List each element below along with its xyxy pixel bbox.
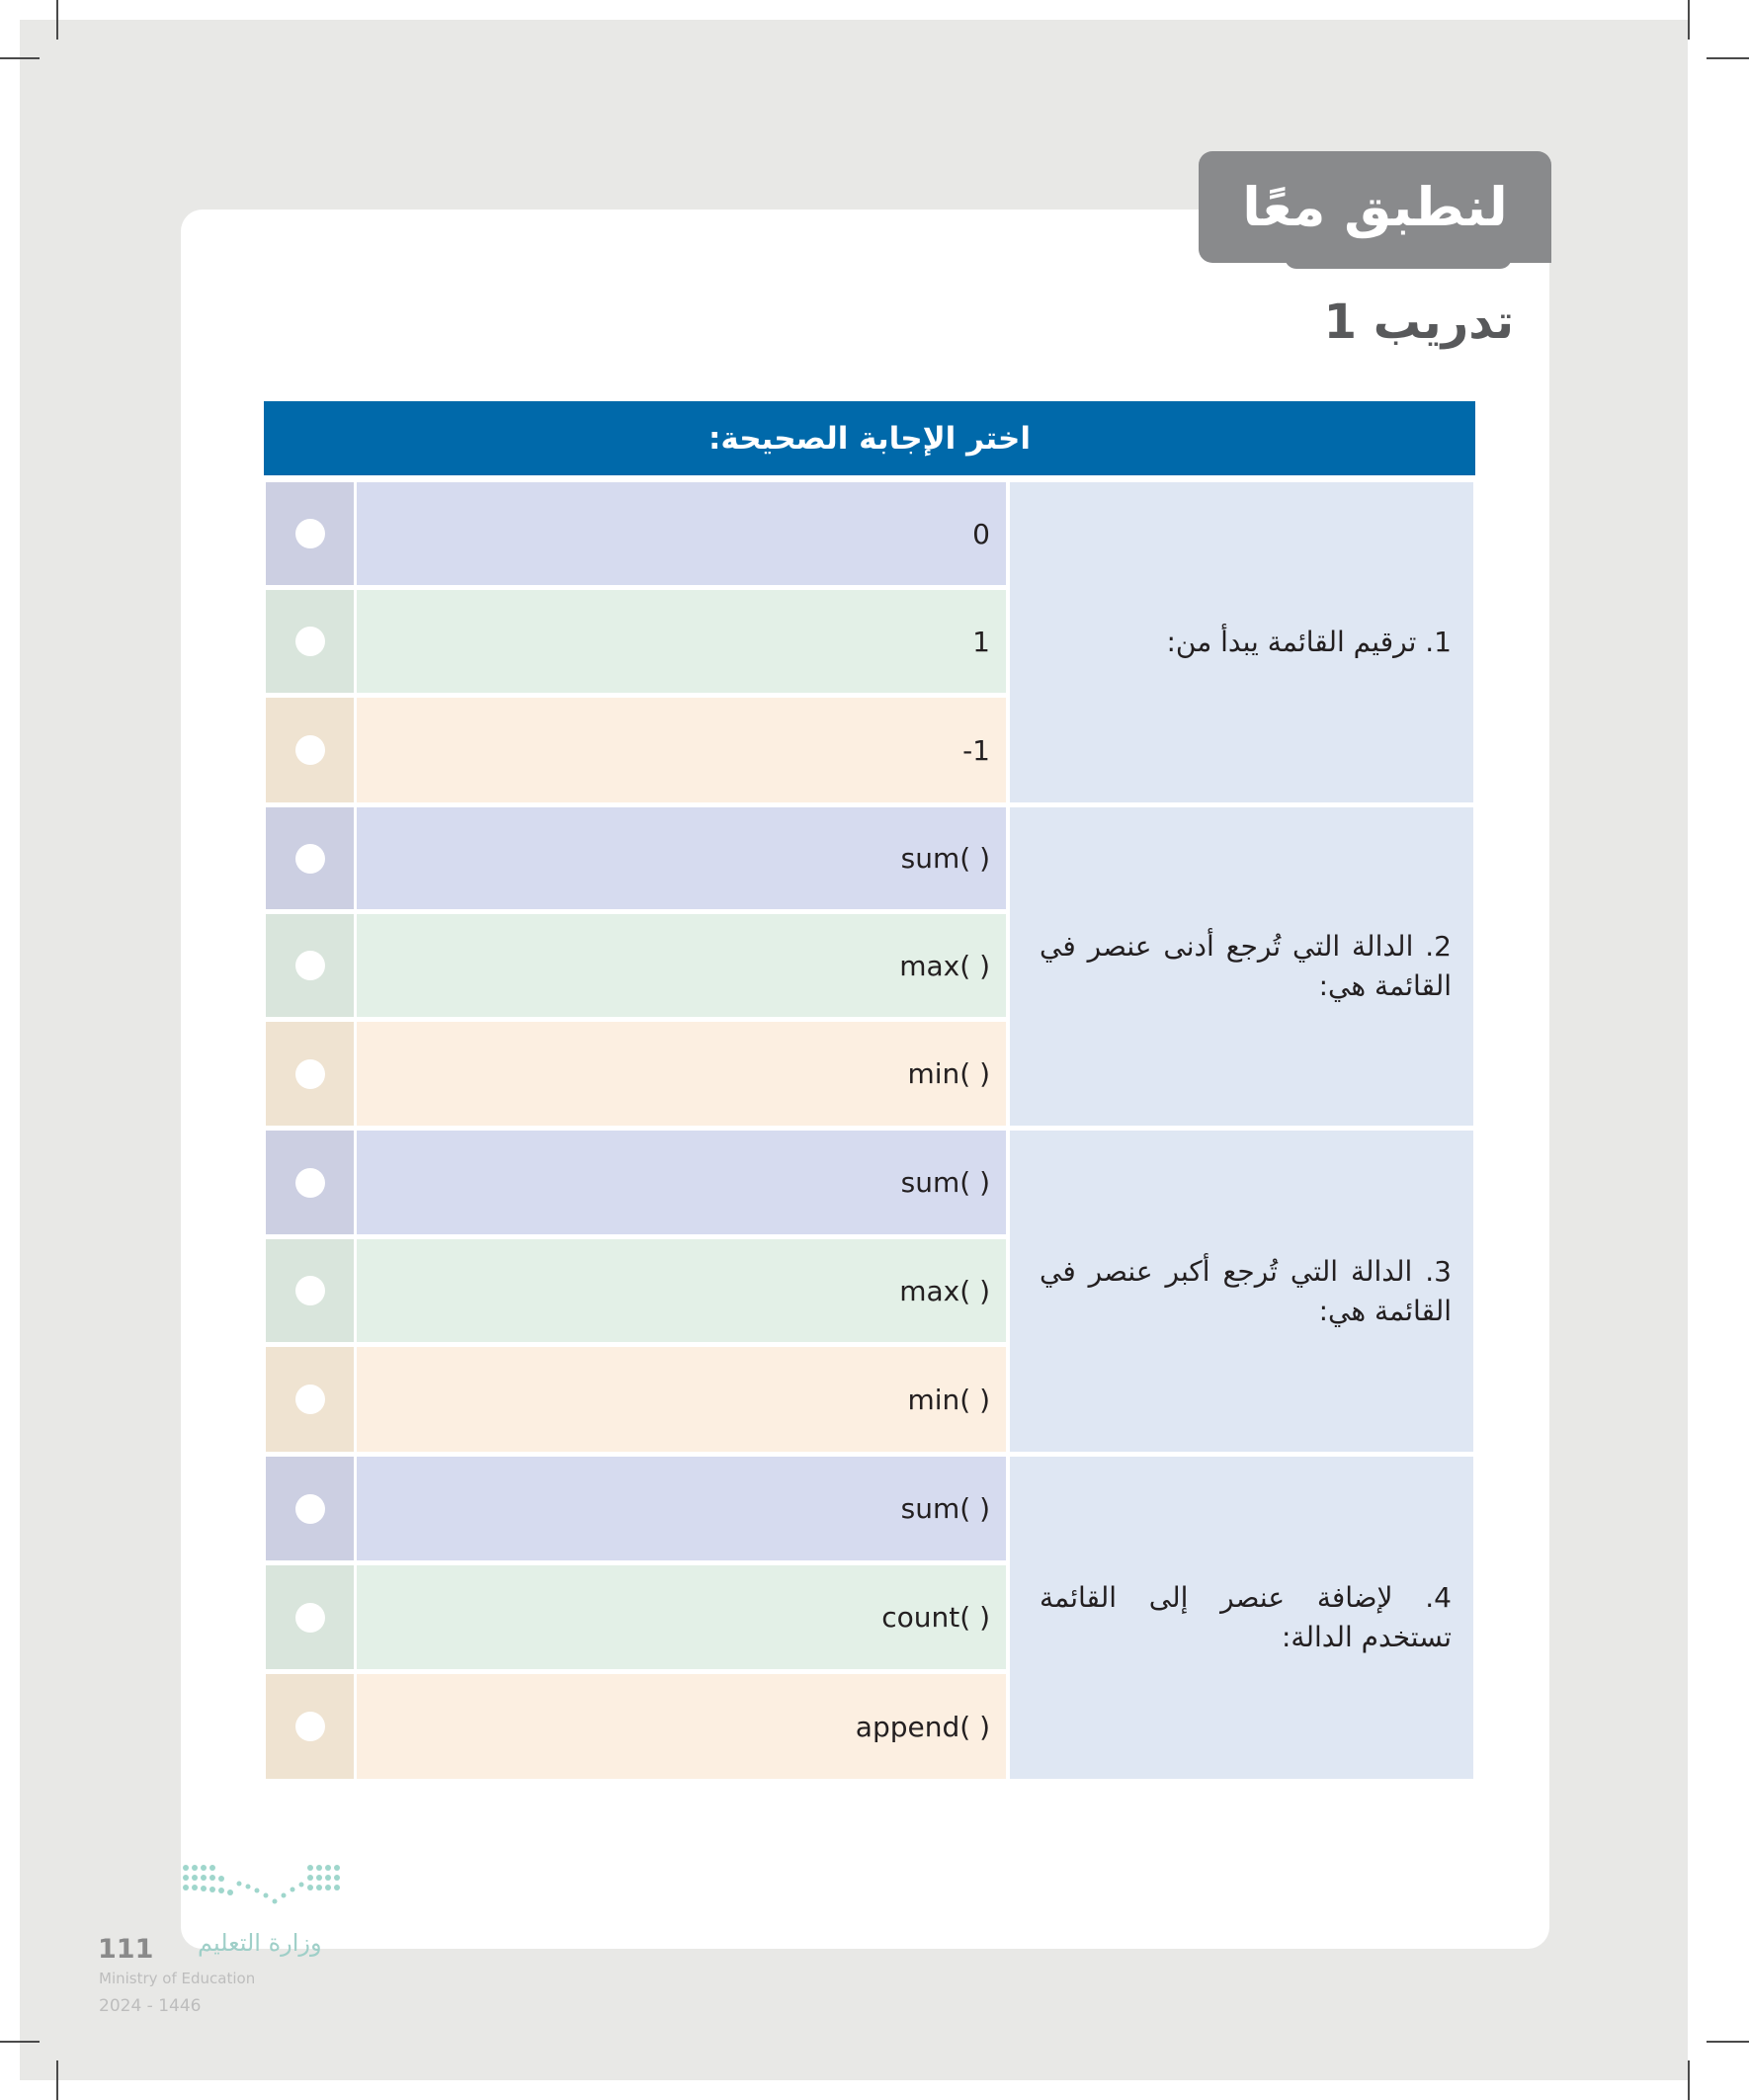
option-label: count( ) [881,1601,990,1634]
option-label: 0 [972,517,990,550]
question-3-radio-cell-3 [266,1347,354,1452]
question-4-option-2[interactable] [357,1565,1006,1669]
question-4-option-1[interactable] [357,1457,1006,1560]
ministry-name-arabic: وزارة التعليم [198,1929,322,1957]
question-2-radio-1[interactable] [295,844,325,874]
option-label: sum( ) [900,842,990,875]
option-label: max( ) [899,949,990,982]
crop-mark [0,57,40,59]
question-2-radio-cell-2 [266,914,354,1017]
question-3 [1010,1131,1473,1452]
option-label: min( ) [907,1057,990,1090]
question-2-radio-cell-1 [266,807,354,909]
question-4-radio-2[interactable] [295,1603,325,1633]
question-1-option-1[interactable] [357,482,1006,585]
crop-mark [1688,0,1690,40]
question-2-radio-2[interactable] [295,951,325,980]
page-number: 111 [98,1934,154,1965]
question-3-radio-3[interactable] [295,1385,325,1414]
crop-mark [1707,2041,1749,2043]
question-3-radio-cell-2 [266,1239,354,1342]
question-3-option-2[interactable] [357,1239,1006,1342]
question-1-option-3[interactable] [357,698,1006,802]
question-4-radio-cell-1 [266,1457,354,1560]
question-4-radio-cell-3 [266,1674,354,1779]
crop-mark [56,0,58,40]
question-2-option-1[interactable] [357,807,1006,909]
ministry-logo-icon [181,1862,349,1921]
exercise-title: تدريب 1 [1323,294,1514,350]
question-4-radio-3[interactable] [295,1712,325,1741]
question-1-radio-cell-2 [266,590,354,693]
crop-mark [56,2060,58,2100]
section-badge [1199,151,1551,263]
ministry-year: 2024 - 1446 [99,1996,202,2016]
question-3-radio-cell-1 [266,1131,354,1234]
question-2-option-2[interactable] [357,914,1006,1017]
question-2-text: 2. الدالة التي تُرجع أدنى عنصر في القائمة هي: [1040,930,1452,1002]
option-label: -1 [962,733,990,767]
question-2-radio-3[interactable] [295,1059,325,1089]
question-1-option-2[interactable] [357,590,1006,693]
question-4-text: 4. لإضافة عنصر إلى القائمة تستخدم الدالة: [1040,1581,1452,1653]
question-2-radio-cell-3 [266,1022,354,1126]
crop-mark [1688,2060,1690,2100]
ministry-name-english: Ministry of Education [99,1970,256,1987]
question-3-text: 3. الدالة التي تُرجع أكبر عنصر في القائمة هي: [1040,1254,1452,1327]
question-2 [1010,807,1473,1126]
question-3-radio-1[interactable] [295,1168,325,1198]
option-label: min( ) [907,1383,990,1416]
question-1-radio-1[interactable] [295,519,325,548]
question-1 [1010,482,1473,802]
section-badge-label: لنطبق معًا [1242,176,1508,238]
question-4-radio-1[interactable] [295,1494,325,1524]
question-4-radio-cell-2 [266,1565,354,1669]
table-header [264,401,1475,475]
question-3-option-1[interactable] [357,1131,1006,1234]
option-label: 1 [972,625,990,658]
table-header-label: اختر الإجابة الصحيحة: [708,420,1031,457]
question-1-radio-cell-1 [266,482,354,585]
header-divider [264,475,1475,479]
question-3-radio-2[interactable] [295,1276,325,1305]
question-1-text: 1. ترقيم القائمة يبدأ من: [1166,626,1452,658]
option-label: append( ) [855,1710,990,1743]
option-label: sum( ) [900,1166,990,1199]
option-label: max( ) [899,1274,990,1307]
question-2-option-3[interactable] [357,1022,1006,1126]
question-1-radio-cell-3 [266,698,354,802]
crop-mark [0,2041,40,2043]
crop-mark [1707,57,1749,59]
option-label: sum( ) [900,1492,990,1525]
question-1-radio-3[interactable] [295,735,325,765]
question-4-option-3[interactable] [357,1674,1006,1779]
question-1-radio-2[interactable] [295,627,325,656]
question-3-option-3[interactable] [357,1347,1006,1452]
question-4 [1010,1457,1473,1779]
